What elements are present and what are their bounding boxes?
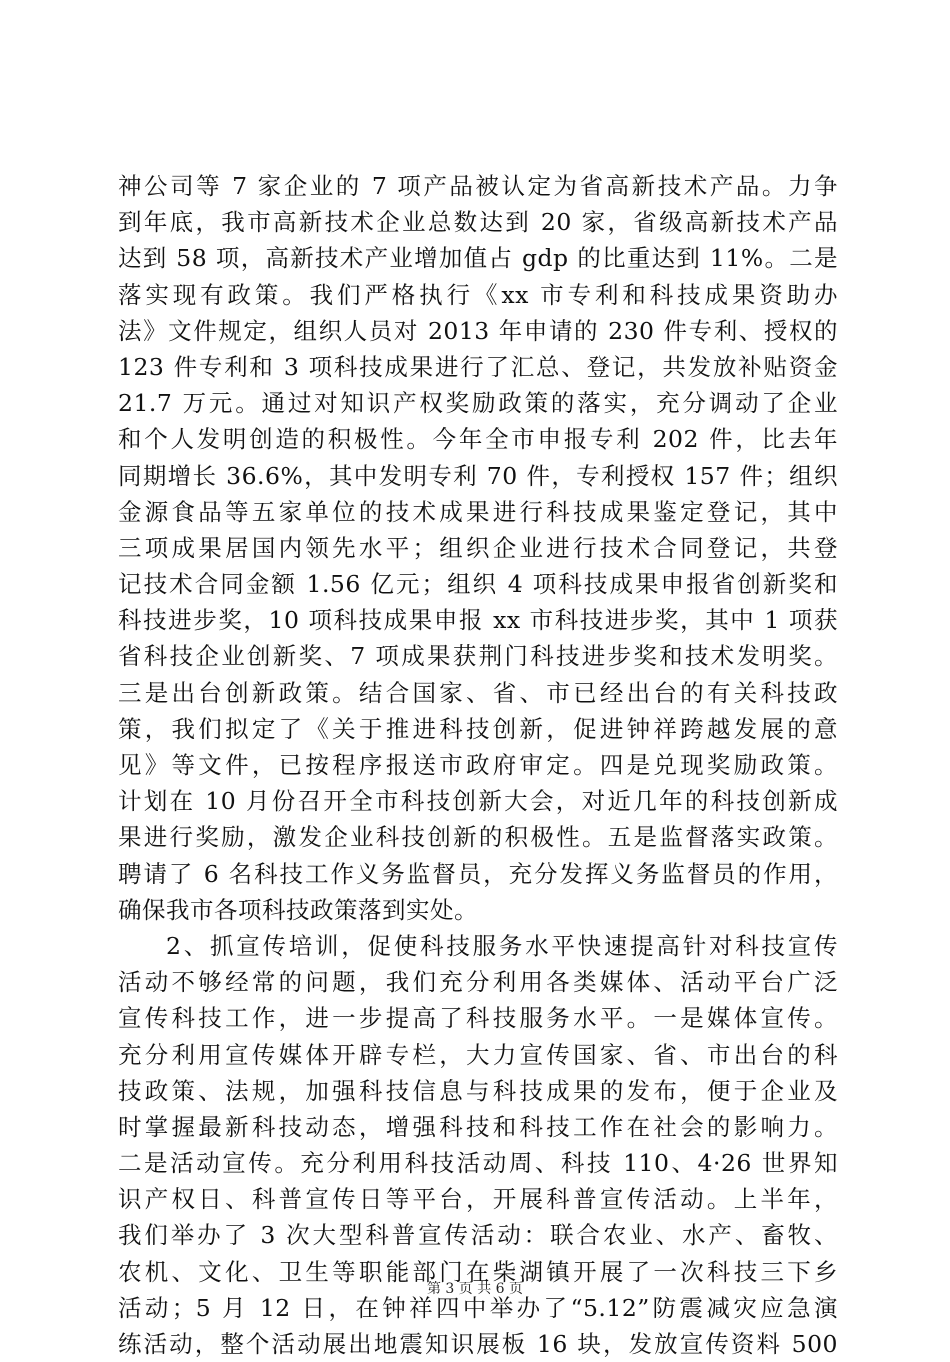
text-line: 识产权日、科普宣传日等平台，开展科普宣传活动。上半年， <box>118 1185 838 1214</box>
text-line: 农机、文化、卫生等职能部门在柴湖镇开展了一次科技三下乡 <box>118 1257 838 1286</box>
text-line: 123 件专利和 3 项科技成果进行了汇总、登记，共发放补贴资金 <box>118 352 838 381</box>
text-line: 活动不够经常的问题，我们充分利用各类媒体、活动平台广泛 <box>118 968 838 997</box>
text-line: 省科技企业创新奖、7 项成果获荆门科技进步奖和技术发明奖。 <box>118 642 838 671</box>
text-line: 落实现有政策。我们严格执行《xx 市专利和科技成果资助办 <box>118 280 838 309</box>
text-line: 练活动，整个活动展出地震知识展板 16 块，发放宣传资料 500 <box>118 1330 838 1358</box>
text-line: 和个人发明创造的积极性。今年全市申报专利 202 件，比去年 <box>118 425 838 454</box>
text-line: 二是活动宣传。充分利用科技活动周、科技 110、4·26 世界知 <box>118 1149 838 1178</box>
text-line: 三是出台创新政策。结合国家、省、市已经出台的有关科技政 <box>118 678 838 707</box>
text-line: 2、抓宣传培训，促使科技服务水平快速提高针对科技宣传 <box>166 931 838 960</box>
text-line: 神公司等 7 家企业的 7 项产品被认定为省高新技术产品。力争 <box>118 172 838 200</box>
text-line: 活动；5 月 12 日，在钟祥四中举办了“5.12”防震减灾应急演 <box>118 1293 838 1322</box>
text-line: 21.7 万元。通过对知识产权奖励政策的落实，充分调动了企业 <box>118 389 838 418</box>
text-line: 记技术合同金额 1.56 亿元；组织 4 项科技成果申报省创新奖和 <box>118 570 838 599</box>
text-line: 果进行奖励，激发企业科技创新的积极性。五是监督落实政策。 <box>118 823 838 852</box>
text-line: 三项成果居国内领先水平；组织企业进行技术合同登记，共登 <box>118 533 838 562</box>
text-line: 充分利用宣传媒体开辟专栏，大力宣传国家、省、市出台的科 <box>118 1040 838 1069</box>
text-line: 同期增长 36.6%，其中发明专利 70 件，专利授权 157 件；组织 <box>118 461 838 490</box>
page-footer: 第 3 页 共 6 页 <box>426 1281 524 1297</box>
text-line: 我们举办了 3 次大型科普宣传活动：联合农业、水产、畜牧、 <box>118 1221 838 1250</box>
text-line: 计划在 10 月份召开全市科技创新大会，对近几年的科技创新成 <box>118 787 838 816</box>
text-line: 技政策、法规，加强科技信息与科技成果的发布，便于企业及 <box>118 1076 838 1105</box>
text-line: 法》文件规定，组织人员对 2013 年申请的 230 件专利、授权的 <box>118 316 838 345</box>
body-text <box>118 168 838 1362</box>
text-line: 科技进步奖，10 项科技成果申报 xx 市科技进步奖，其中 1 项获 <box>118 606 838 635</box>
text-line: 确保我市各项科技政策落到实处。 <box>118 895 478 924</box>
text-line: 达到 58 项，高新技术产业增加值占 gdp 的比重达到 11%。二是 <box>118 244 838 273</box>
text-line: 聘请了 6 名科技工作义务监督员，充分发挥义务监督员的作用， <box>118 859 838 888</box>
text-line: 金源食品等五家单位的技术成果进行科技成果鉴定登记，其中 <box>118 497 838 526</box>
paragraph-policies <box>118 168 838 928</box>
text-line: 宣传科技工作，进一步提高了科技服务水平。一是媒体宣传。 <box>118 1004 838 1033</box>
text-line: 见》等文件，已按程序报送市政府审定。四是兑现奖励政策。 <box>118 751 838 779</box>
text-line: 策，我们拟定了《关于推进科技创新，促进钟祥跨越发展的意 <box>118 714 838 743</box>
text-line: 时掌握最新科技动态，增强科技和科技工作在社会的影响力。 <box>118 1112 838 1141</box>
text-line: 到年底，我市高新技术企业总数达到 20 家，省级高新技术产品 <box>118 208 838 237</box>
